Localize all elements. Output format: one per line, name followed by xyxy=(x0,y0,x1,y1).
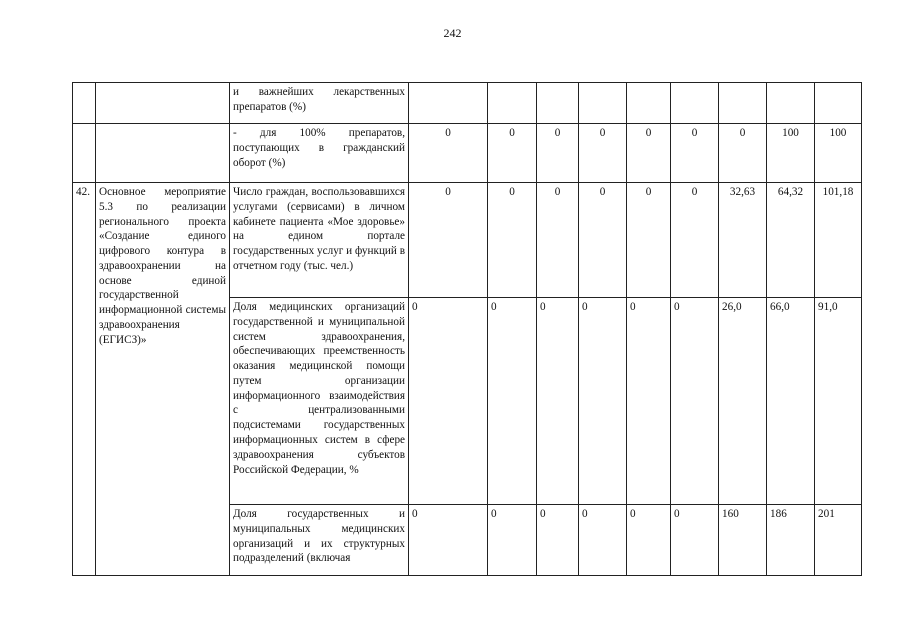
value-cell xyxy=(537,83,579,124)
value-cell xyxy=(815,83,862,124)
value-cell xyxy=(409,83,488,124)
measure-cell xyxy=(96,83,230,124)
indicators-table xyxy=(72,82,862,576)
value-cell: 0 xyxy=(719,124,767,183)
value-cell: 101,18 xyxy=(815,183,862,298)
value-cell: 0 xyxy=(409,298,488,505)
indicator-cell: - для 100% препаратов, поступающих в гражданский оборот (%) xyxy=(230,124,409,183)
row-number-cell: 42. xyxy=(73,183,96,576)
value-cell: 100 xyxy=(815,124,862,183)
page-number: 242 xyxy=(443,26,462,40)
value-cell: 160 xyxy=(719,505,767,576)
measure-cell xyxy=(96,124,230,183)
value-cell: 0 xyxy=(537,183,579,298)
value-cell xyxy=(488,83,537,124)
value-cell: 0 xyxy=(671,505,719,576)
value-cell: 0 xyxy=(537,505,579,576)
value-cell: 0 xyxy=(409,124,488,183)
indicator-cell: и важнейших лекарственных препаратов (%) xyxy=(230,83,409,124)
table-row xyxy=(73,83,862,124)
value-cell: 0 xyxy=(671,183,719,298)
value-cell xyxy=(719,83,767,124)
row-number-cell xyxy=(73,83,96,124)
value-cell: 0 xyxy=(488,298,537,505)
value-cell: 0 xyxy=(409,505,488,576)
indicator-cell: Доля медицинских организаций государственной и муниципальной систем здравоохранения, обеспечивающих преемственность оказания медицинской помощи путем организации информационного взаимодействия с централизованными подсистемами государственных информационных систем в сфере здравоохранения субъектов Российской Федерации, % xyxy=(230,298,409,505)
value-cell: 0 xyxy=(409,183,488,298)
value-cell: 100 xyxy=(767,124,815,183)
value-cell: 0 xyxy=(627,124,671,183)
value-cell xyxy=(579,83,627,124)
value-cell: 66,0 xyxy=(767,298,815,505)
value-cell: 0 xyxy=(579,183,627,298)
value-cell: 0 xyxy=(627,298,671,505)
indicator-cell: Доля государственных и муниципальных медицинских организаций и их структурных подразделений (включая xyxy=(230,505,409,576)
value-cell: 0 xyxy=(579,298,627,505)
indicator-cell: Число граждан, воспользовавшихся услугами (сервисами) в личном кабинете пациента «Мое здоровье» на едином портале государственных услуг и функций в отчетном году (тыс. чел.) xyxy=(230,183,409,298)
table-row xyxy=(73,124,862,183)
value-cell: 0 xyxy=(579,124,627,183)
value-cell: 0 xyxy=(488,124,537,183)
value-cell: 0 xyxy=(488,183,537,298)
table-row xyxy=(73,183,862,298)
value-cell: 0 xyxy=(627,183,671,298)
row-number-cell xyxy=(73,124,96,183)
value-cell: 0 xyxy=(537,298,579,505)
value-cell xyxy=(627,83,671,124)
value-cell: 0 xyxy=(537,124,579,183)
value-cell: 91,0 xyxy=(815,298,862,505)
value-cell: 26,0 xyxy=(719,298,767,505)
value-cell: 0 xyxy=(488,505,537,576)
value-cell: 0 xyxy=(579,505,627,576)
value-cell: 201 xyxy=(815,505,862,576)
value-cell xyxy=(767,83,815,124)
value-cell: 186 xyxy=(767,505,815,576)
value-cell: 0 xyxy=(671,124,719,183)
value-cell: 0 xyxy=(627,505,671,576)
value-cell xyxy=(671,83,719,124)
value-cell: 64,32 xyxy=(767,183,815,298)
value-cell: 32,63 xyxy=(719,183,767,298)
measure-cell: Основное мероприятие 5.3 по реализации регионального проекта «Создание единого цифрового контура в здравоохранении на основе единой государственной информационной системы здравоохранения (ЕГИСЗ)» xyxy=(96,183,230,576)
value-cell: 0 xyxy=(671,298,719,505)
